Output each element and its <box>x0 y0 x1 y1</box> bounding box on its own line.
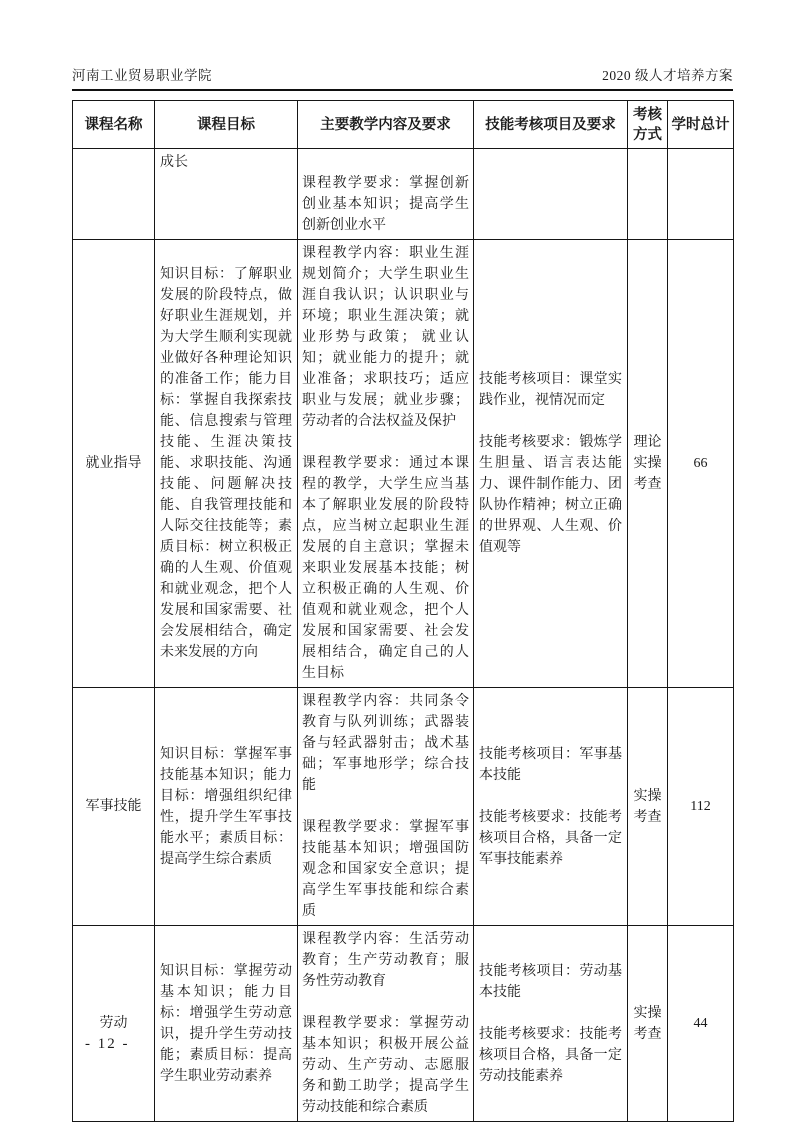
objectives-text: 成长 <box>160 155 188 170</box>
table-row-military-skills <box>73 688 734 926</box>
col-header-content: 主要教学内容及要求 <box>298 101 474 149</box>
cell-course-name: 军事技能 <box>73 688 155 926</box>
cell-course-objectives <box>155 149 298 240</box>
assessment-requirements-text: 技能考核要求：技能考核项目合格，具备一定劳动技能素养 <box>479 1026 622 1084</box>
cell-total-hours <box>668 149 734 240</box>
assessment-project-text: 技能考核项目：课堂实践作业，视情况而定 <box>479 372 622 408</box>
cell-skill-assessment <box>474 688 628 926</box>
teaching-requirements-text: 课程教学要求：掌握创新创业基本知识；提高学生创新创业水平 <box>302 176 469 233</box>
table-row-continuation <box>73 149 734 240</box>
table-row-labor <box>73 926 734 1122</box>
cell-teaching-content <box>298 240 474 688</box>
cell-total-hours: 44 <box>668 926 734 1122</box>
assessment-project-text: 技能考核项目：军事基本技能 <box>479 746 622 783</box>
teaching-requirements-text: 课程教学要求：通过本课程的教学，大学生应当基本了解职业发展的阶段特点，应当树立起职业生涯发展的自主意识；掌握未来职业发展基本技能；树立积极正确的人生观、价值观和就业观念，把个人发展和国家需要、社会发展相结合，确定自己的人生目标 <box>302 456 469 681</box>
table-row-employment-guidance <box>73 240 734 688</box>
teaching-content-text: 课程教学内容：生活劳动教育；生产劳动教育；服务性劳动教育 <box>302 932 469 989</box>
col-header-course-name: 课程名称 <box>73 101 155 149</box>
objectives-text: 知识目标：了解职业发展的阶段特点，做好职业生涯规划，并为大学生顺利实现就业做好各种理论知识的准备工作；能力目标：掌握自我探索技能、信息搜索与管理技能、生涯决策技能、求职技能、沟通技能、问题解决技能、自我管理技能和人际交往技能等；素质目标：树立积极正确的人生观、价值观和就业观念，把个人发展和国家需要、社会发展相结合，确定未来发展的方向 <box>160 267 292 660</box>
page-header <box>72 64 733 91</box>
cell-teaching-content <box>298 688 474 926</box>
cell-skill-assessment <box>474 149 628 240</box>
col-header-method: 考核方式 <box>628 101 668 149</box>
cell-course-name: 就业指导 <box>73 240 155 688</box>
col-header-objectives: 课程目标 <box>155 101 298 149</box>
cell-skill-assessment <box>474 240 628 688</box>
assessment-requirements-text: 技能考核要求：锻炼学生胆量、语言表达能力、课件制作能力、团队协作精神；树立正确的世界观、人生观、价值观等 <box>479 435 622 555</box>
cell-total-hours: 112 <box>668 688 734 926</box>
cell-teaching-content <box>298 149 474 240</box>
assessment-requirements-text: 技能考核要求：技能考核项目合格，具备一定军事技能素养 <box>479 809 622 867</box>
col-header-hours: 学时总计 <box>668 101 734 149</box>
cell-assessment-method: 理论实操考查 <box>628 240 668 688</box>
teaching-requirements-text: 课程教学要求：掌握劳动基本知识；积极开展公益劳动、生产劳动、志愿服务和勤工助学；提高学生劳动技能和综合素质 <box>302 1016 469 1115</box>
page-number: - 12 - <box>85 1036 130 1052</box>
curriculum-table <box>72 100 734 1122</box>
cell-assessment-method: 实操考查 <box>628 688 668 926</box>
cell-course-objectives <box>155 688 298 926</box>
cell-assessment-method <box>628 149 668 240</box>
header-school-name: 河南工业贸易职业学院 <box>72 68 212 83</box>
objectives-text: 知识目标：掌握军事技能基本知识；能力目标：增强组织纪律性，提升学生军事技能水平；素质目标：提高学生综合素质 <box>160 746 292 867</box>
cell-assessment-method: 实操考查 <box>628 926 668 1122</box>
assessment-project-text: 技能考核项目：劳动基本技能 <box>479 963 622 1000</box>
cell-course-name <box>73 149 155 240</box>
objectives-text: 知识目标：掌握劳动基本知识；能力目标：增强学生劳动意识，提升学生劳动技能；素质目标：提高学生职业劳动素养 <box>160 963 292 1084</box>
col-header-assessment: 技能考核项目及要求 <box>474 101 628 149</box>
header-plan-title: 2020 级人才培养方案 <box>602 68 733 83</box>
teaching-content-text: 课程教学内容：职业生涯规划简介；大学生职业生涯自我认识；认识职业与环境；职业生涯决策；就业形势与政策； 就业认知；就业能力的提升；就业准备；求职技巧；适应职业与发展；就业步骤；劳动者的合法权益及保护 <box>302 246 469 429</box>
cell-total-hours: 66 <box>668 240 734 688</box>
cell-course-name: 劳动 <box>73 926 155 1122</box>
cell-course-objectives <box>155 240 298 688</box>
table-header-row <box>73 101 734 149</box>
teaching-content-text: 课程教学内容：共同条令教育与队列训练；武器装备与轻武器射击；战术基础；军事地形学；综合技能 <box>302 694 469 793</box>
cell-course-objectives <box>155 926 298 1122</box>
teaching-requirements-text: 课程教学要求：掌握军事技能基本知识；增强国防观念和国家安全意识；提高学生军事技能和综合素质 <box>302 820 469 919</box>
cell-teaching-content <box>298 926 474 1122</box>
cell-skill-assessment <box>474 926 628 1122</box>
